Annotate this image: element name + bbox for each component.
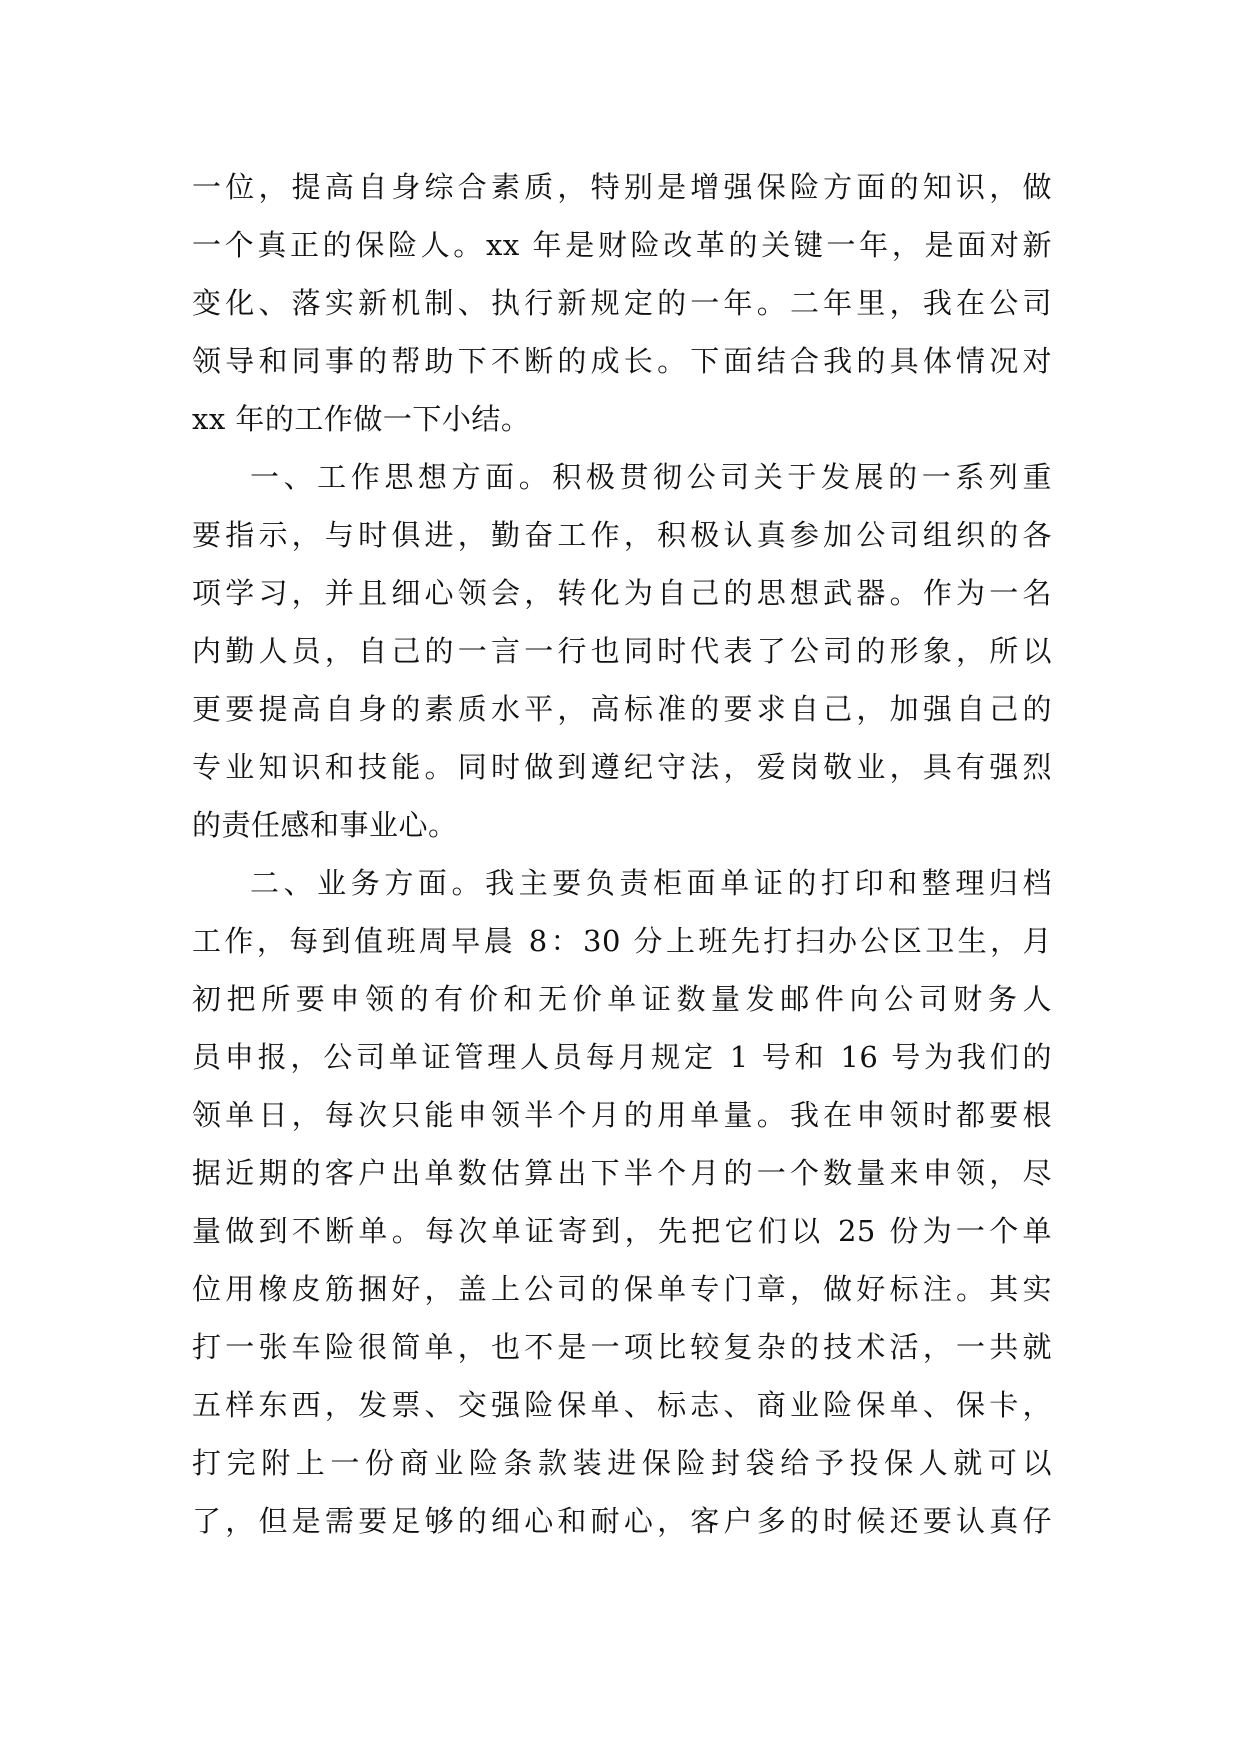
text-line: 了，但是需要足够的细心和耐心，客户多的时候还要认真仔 (192, 1504, 1052, 1538)
text-line: 据近期的客户出单数估算出下半个月的一个数量来申领，尽 (192, 1156, 1052, 1190)
text-line: 变化、落实新机制、执行新规定的一年。二年里，我在公司 (192, 286, 1052, 320)
text-line: 初把所要申领的有价和无价单证数量发邮件向公司财务人 (192, 982, 1052, 1016)
text-line: 打一张车险很简单，也不是一项比较复杂的技术活，一共就 (192, 1330, 1052, 1364)
text-line: 一位，提高自身综合素质，特别是增强保险方面的知识，做 (192, 170, 1052, 204)
text-line: 打完附上一份商业险条款装进保险封袋给予投保人就可以 (192, 1446, 1052, 1480)
text-line: 二、业务方面。我主要负责柜面单证的打印和整理归档 (250, 866, 1052, 900)
text-line: 更要提高自身的素质水平，高标准的要求自己，加强自己的 (192, 692, 1052, 726)
text-line: 专业知识和技能。同时做到遵纪守法，爱岗敬业，具有强烈 (192, 750, 1052, 784)
text-line: 项学习，并且细心领会，转化为自己的思想武器。作为一名 (192, 576, 1052, 610)
text-line: 位用橡皮筋捆好，盖上公司的保单专门章，做好标注。其实 (192, 1272, 1052, 1306)
text-line: 一、工作思想方面。积极贯彻公司关于发展的一系列重 (250, 460, 1052, 494)
text-line: 要指示，与时俱进，勤奋工作，积极认真参加公司组织的各 (192, 518, 1052, 552)
text-line: 量做到不断单。每次单证寄到，先把它们以 25 份为一个单 (192, 1214, 1052, 1248)
text-line: 领导和同事的帮助下不断的成长。下面结合我的具体情况对 (192, 344, 1052, 378)
document-body (192, 158, 1052, 1550)
text-line: 一个真正的保险人。xx 年是财险改革的关键一年，是面对新 (192, 228, 1052, 262)
text-line: 领单日，每次只能申领半个月的用单量。我在申领时都要根 (192, 1098, 1052, 1132)
text-line: 员申报，公司单证管理人员每月规定 1 号和 16 号为我们的 (192, 1040, 1052, 1074)
text-line: 的责任感和事业心。 (192, 808, 458, 842)
text-line: 工作，每到值班周早晨 8：30 分上班先打扫办公区卫生，月 (192, 924, 1052, 958)
text-line: 内勤人员，自己的一言一行也同时代表了公司的形象，所以 (192, 634, 1052, 668)
text-line: 五样东西，发票、交强险保单、标志、商业险保单、保卡， (192, 1388, 1052, 1422)
text-line: xx 年的工作做一下小结。 (192, 402, 531, 436)
